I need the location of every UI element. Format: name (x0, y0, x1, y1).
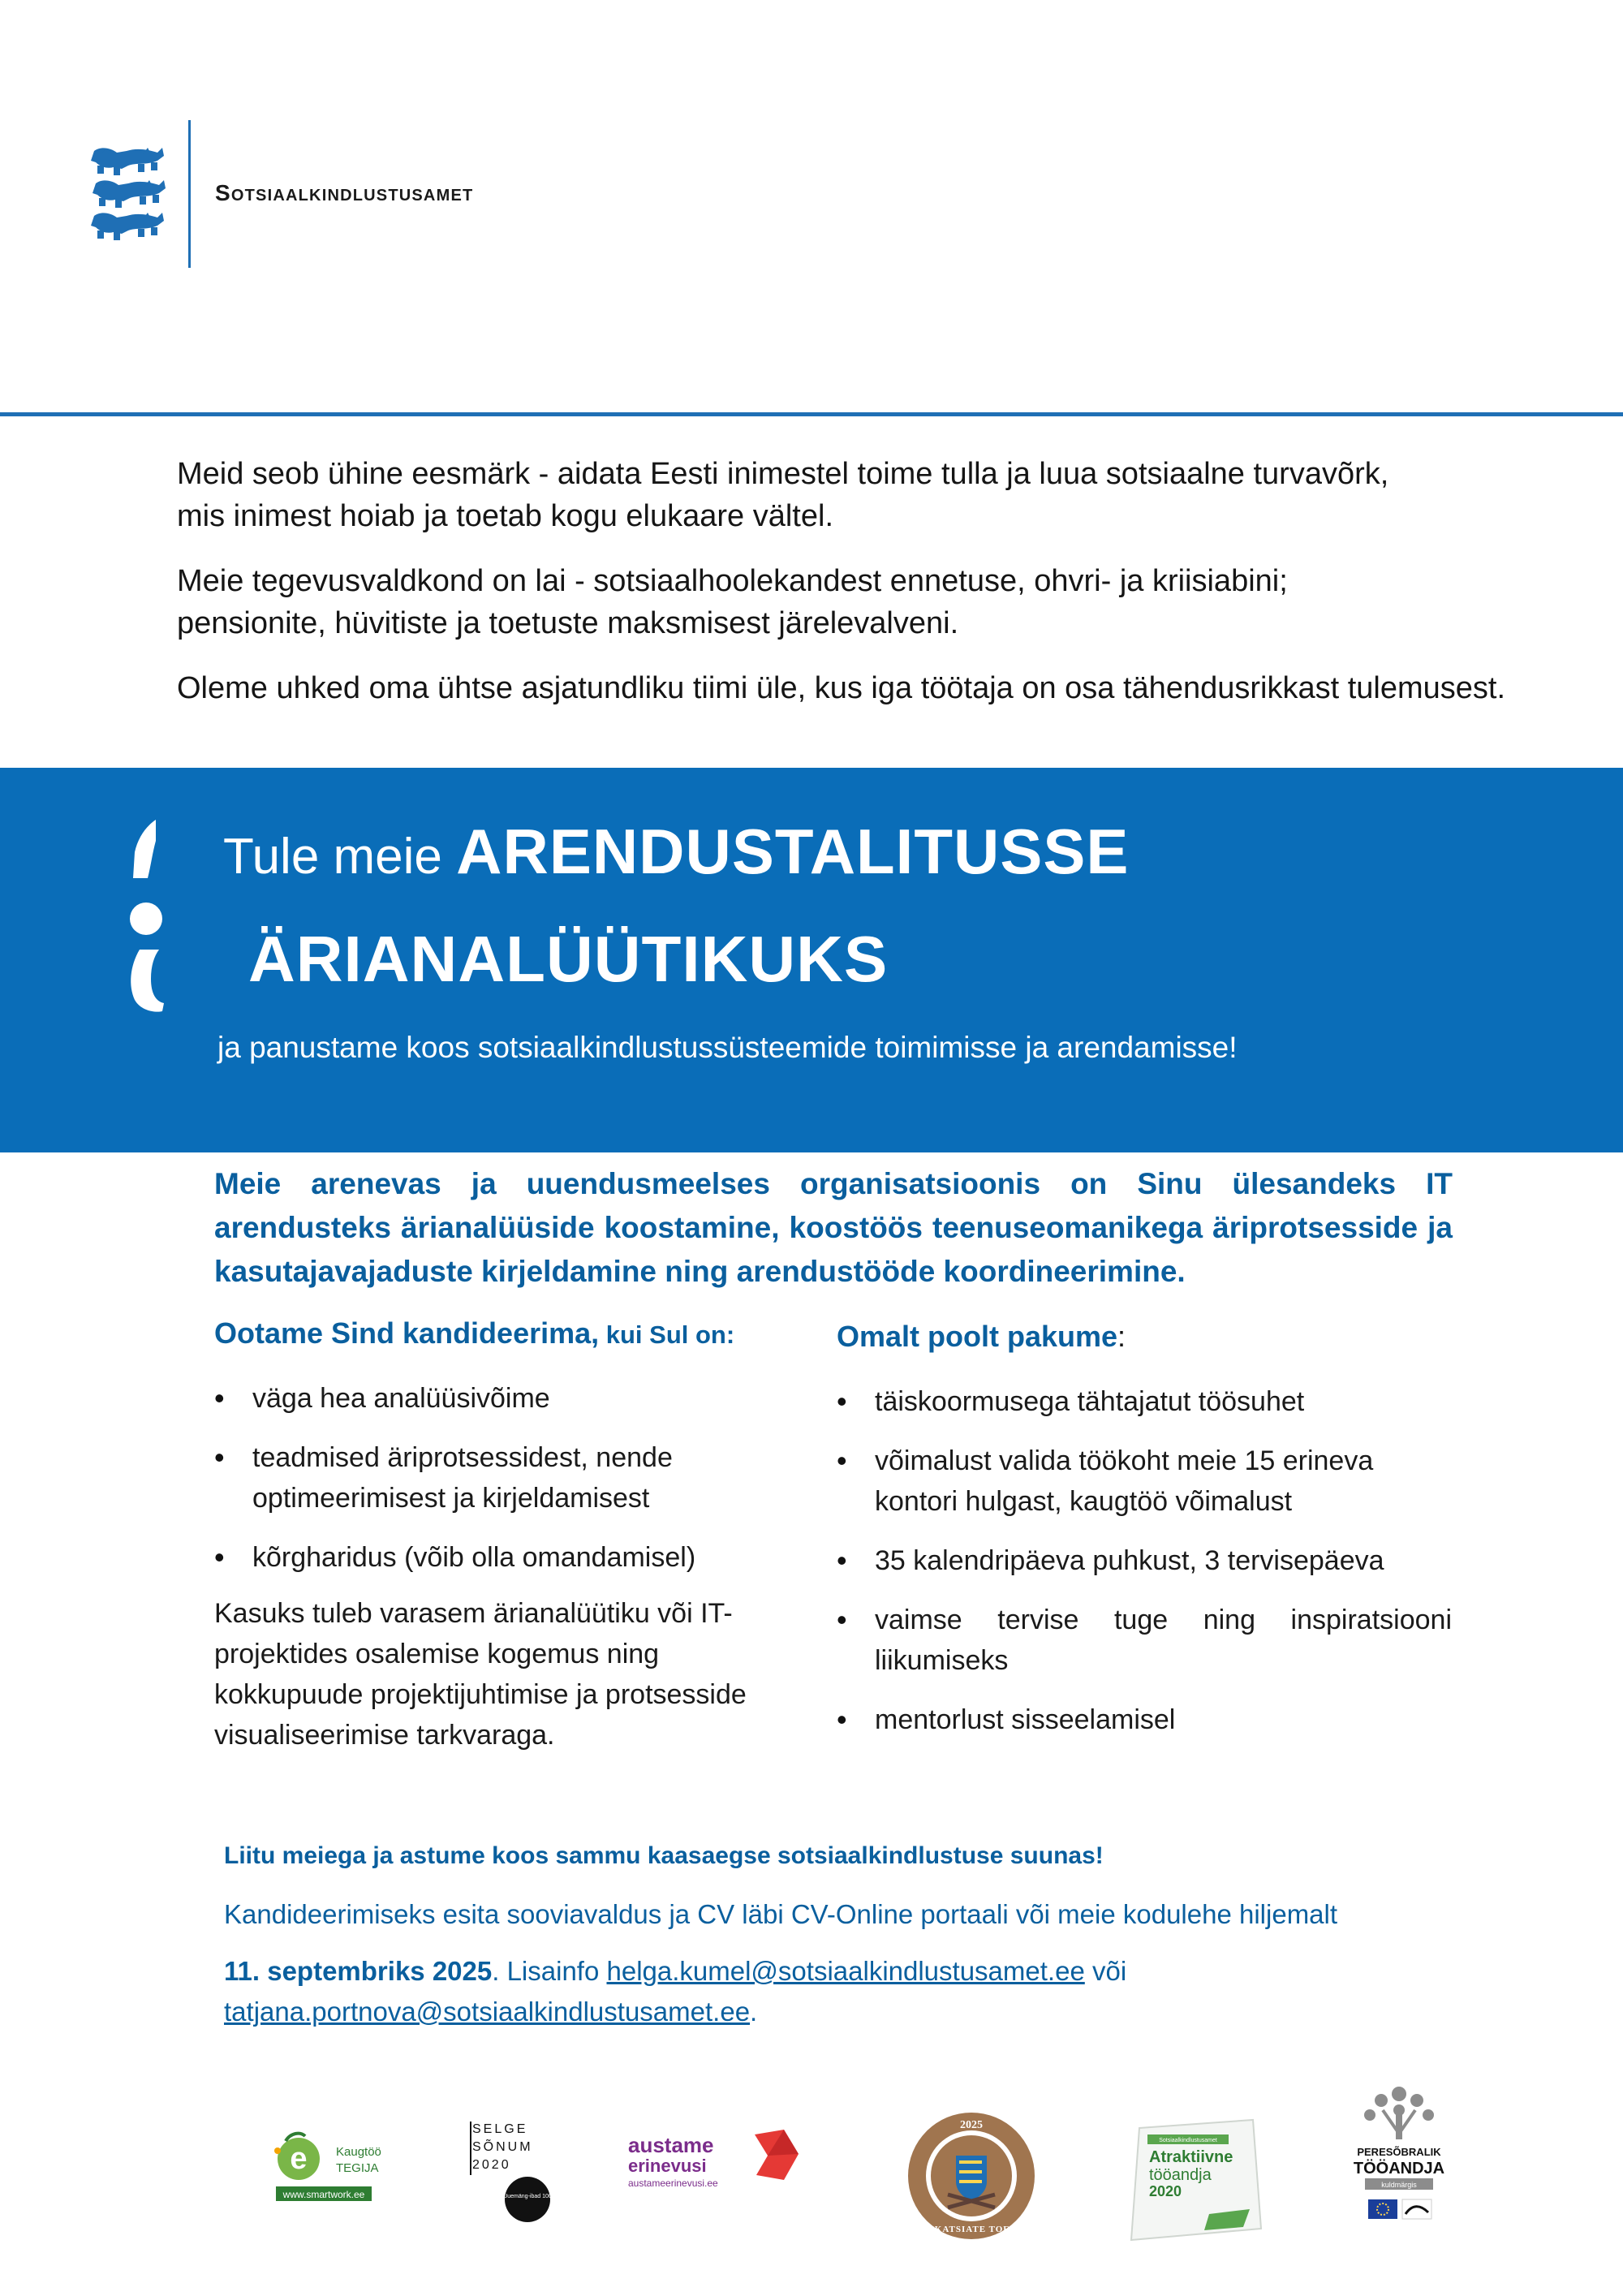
apply-instructions: Kandideerimiseks esita sooviavaldus ja CV läbi CV-Online portaali või meie kodulehe hiljemalt (224, 1899, 1338, 1929)
offers-heading (837, 1320, 1452, 1354)
banner-unit: ARENDUSTALITUSSE (456, 816, 1130, 887)
list-item: • võimalust valida töökoht meie 15 erineva kontori hulgast, kaugtöö võimalust (837, 1441, 1452, 1522)
svg-text:e: e (290, 2142, 308, 2176)
perekond-line2: TÖÖANDJA (1353, 2160, 1445, 2178)
requirements-heading (214, 1316, 766, 1350)
intro-paragraph-2 (177, 560, 1573, 644)
intro-paragraph-1 (177, 453, 1573, 537)
kaugtoo-url: www.smartwork.ee (282, 2189, 365, 2200)
cta-headline: Liitu meiega ja astume koos sammu kaasaegse sotsiaalkindlustuse suunas! (224, 1842, 1104, 1869)
intro-p2-line1: Meie tegevusvaldkond on lai - sotsiaalhoolekandest ennetuse, ohvri- ja kriisiabini; (177, 564, 1288, 598)
intro-p1-line1: Meid seob ühine eesmärk - aidata Eesti inimestel toime tulla ja luua sotsiaalne turvavõrk, (177, 457, 1389, 491)
requirements-heading-tail: kui Sul on: (599, 1320, 735, 1349)
banner-lead: Tule meie (223, 829, 457, 885)
offers-heading-main: Omalt poolt pakume (837, 1320, 1118, 1353)
intro-p1-line2: mis inimest hoiab ja toetab kogu elukaare vältel. (177, 499, 834, 533)
banner-role: ÄRIANALÜÜTIKUKS (248, 923, 889, 995)
logo-divider (188, 120, 191, 268)
list-item: • vaimse tervise tuge ning inspiratsiooni liikumiseks (837, 1600, 1452, 1681)
offers-heading-colon: : (1117, 1320, 1126, 1353)
job-banner (0, 768, 1623, 1152)
kaugtoo-line2: TEGIJA (336, 2161, 379, 2175)
perekond-line1: PERESÕBRALIK (1357, 2146, 1441, 2158)
email-link-helga[interactable]: helga.kumel@sotsiaalkindlustusamet.ee (606, 1956, 1085, 1986)
requirements-note: Kasuks tuleb varasem ärianalüütiku või IT-projektides osalemise kogemus ning kokkupuude projektijuhtimise ja protsesside visualiseerimise tarkvaraga. (214, 1598, 747, 1751)
atraktiivne-top: Sotsiaalkindlustusamet (1159, 2138, 1217, 2143)
end-period: . (750, 1997, 758, 2027)
requirements-column (214, 1316, 766, 1755)
peresobralik-tooandja-badge (1350, 2078, 1448, 2232)
seal-year: 2025 (960, 2119, 983, 2131)
org-name: Sotsiaalkindlustusamet (215, 180, 474, 205)
intro-section (177, 453, 1573, 732)
perekond-line3: kuldmärgis (1381, 2181, 1417, 2189)
offers-column (837, 1320, 1452, 1759)
atraktiivne-line3: 2020 (1149, 2183, 1182, 2199)
or-word: või (1084, 1956, 1127, 1986)
banner-headline (223, 815, 1129, 889)
list-item: • kõrgharidus (võib olla omandamisel) (214, 1537, 766, 1578)
list-item: • 35 kalendripäeva puhkust, 3 tervisepäeva (837, 1540, 1452, 1581)
atraktiivne-line2: tööandja (1149, 2166, 1212, 2184)
deadline-date: 11. septembriks 2025 (224, 1956, 493, 1986)
banner-subtitle: ja panustame koos sotsiaalkindlustussüsteemide toimimisse ja arendamisse! (217, 1031, 1238, 1064)
kaugtoo-line1: Kaugtöö (336, 2145, 381, 2159)
role-description: Meie arenevas ja uuendusmeelses organisatsioonis on Sinu ülesandeks IT arendusteks ärianalüüside koostamine, koostöös teenuseomanikega äriprotsesside ja kasutajavajaduste kirjeldamine ning arendustööde koordineerimine. (214, 1167, 1453, 1288)
list-item: • täiskoormusega tähtajatut töösuhet (837, 1381, 1452, 1422)
info-mark-icon (123, 820, 172, 1014)
selge-line2: SÕNUM (472, 2140, 533, 2154)
org-logo (89, 120, 674, 268)
austame-erinevusi-logo (625, 2118, 808, 2196)
kaugtoo-tegija-logo (258, 2126, 394, 2204)
requirements-list (214, 1378, 766, 1578)
atraktiivne-line1: Atraktiivne (1149, 2148, 1233, 2166)
award-badges (0, 2078, 1623, 2272)
offers-list (837, 1381, 1452, 1740)
deadline-and-contacts (224, 1951, 1587, 2032)
list-item: • mentorlust sisseelamisel (837, 1699, 1452, 1740)
austame-line1: austame (628, 2133, 714, 2157)
austame-line2: erinevusi (628, 2156, 707, 2176)
email-link-tatjana[interactable]: tatjana.portnova@sotsiaalkindlustusamet.ee (224, 1997, 751, 2027)
riigikaitsjate-toetaja-seal (906, 2110, 1037, 2242)
selge-circle-text: Uuemäng-ibad 100 (503, 2194, 552, 2199)
list-item: • väga hea analüüsivõime (214, 1378, 766, 1419)
selge-line1: SELGE (472, 2122, 528, 2136)
header-rule (0, 412, 1623, 416)
intro-p2-line2: pensionite, hüvitiste ja toetuste maksmisest järelevalveni. (177, 606, 959, 640)
call-to-action (224, 1842, 1587, 2048)
selge-line3: 2020 (472, 2158, 511, 2172)
atraktiivne-tooandja-badge (1120, 2118, 1266, 2245)
intro-paragraph-3: Oleme uhked oma ühtse asjatundliku tiimi üle, kus iga töötaja on osa tähendusrikkast tulemusest. (177, 671, 1506, 705)
austame-url: austameerinevusi.ee (628, 2178, 718, 2189)
info-prefix: . Lisainfo (492, 1956, 607, 1986)
list-item: • teadmised äriprotsessidest, nende optimeerimisest ja kirjeldamisest (214, 1437, 766, 1518)
requirements-heading-main: Ootame Sind kandideerima, (214, 1316, 600, 1350)
three-lions-icon (89, 144, 167, 245)
seal-ring-text: RIIGIKATSIATE TOETAJA (906, 2225, 1036, 2234)
selge-sonum-logo (469, 2118, 558, 2225)
